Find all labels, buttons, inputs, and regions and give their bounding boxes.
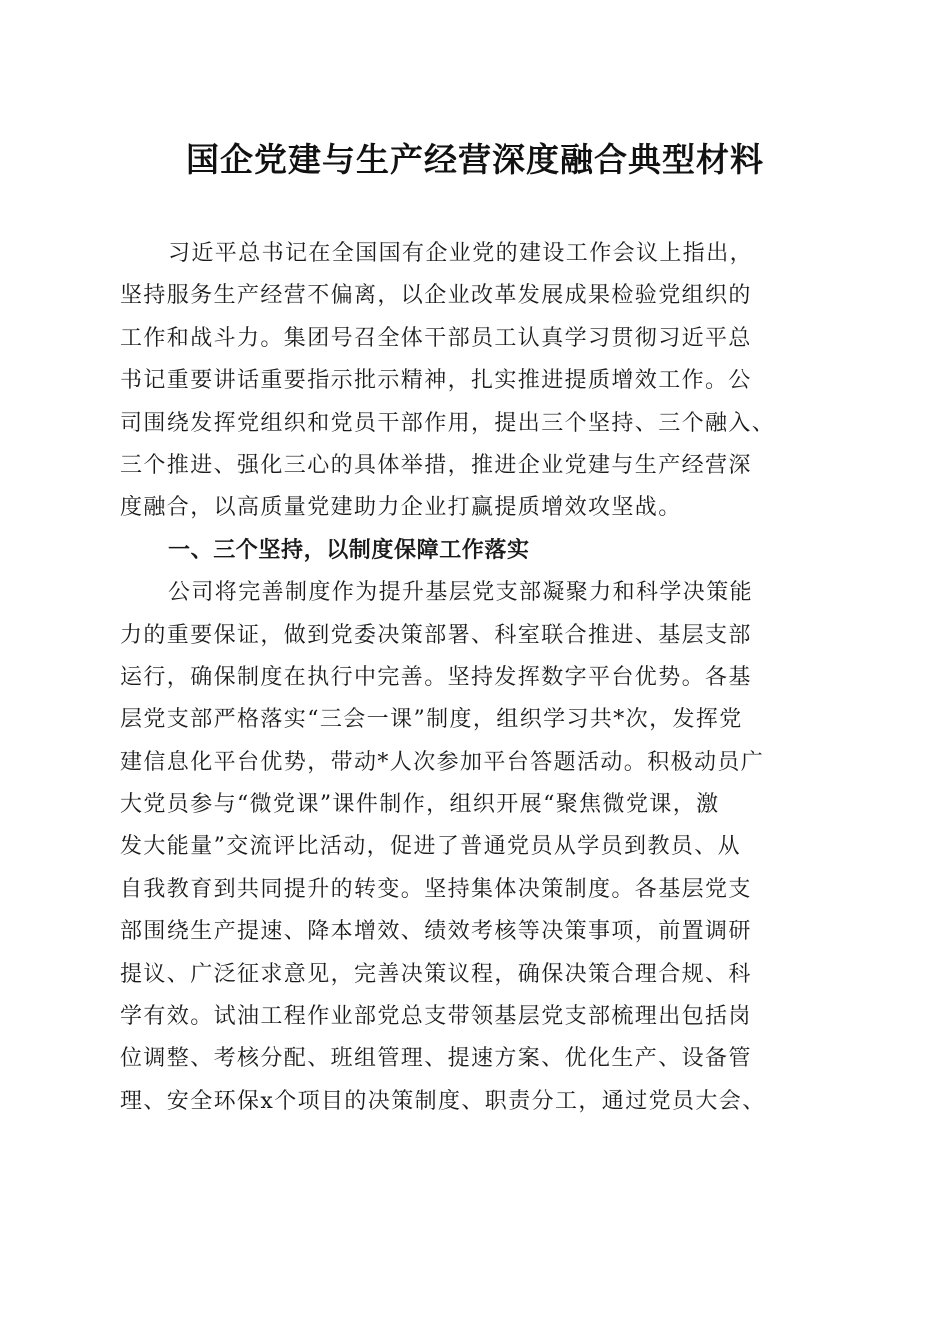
document-body [120, 233, 840, 1123]
paragraph-line: 层党支部严格落实“三会一课”制度，组织学习共*次，发挥党 [120, 707, 743, 733]
paragraph-line: 坚持服务生产经营不偏离，以企业改革发展成果检验党组织的 [120, 283, 752, 309]
paragraph-line: 大党员参与“微党课”课件制作，组织开展“聚焦微党课，激 [120, 792, 720, 818]
paragraph-line: 发大能量”交流评比活动，促进了普通党员从学员到教员、从 [120, 834, 742, 860]
paragraph-line: 习近平总书记在全国国有企业党的建设工作会议上指出， [168, 241, 754, 266]
paragraph-line: 建信息化平台优势，带动*人次参加平台答题活动。积极动员广 [120, 749, 765, 775]
paragraph-line: 度融合，以高质量党建助力企业打赢提质增效攻坚战。 [120, 495, 682, 521]
paragraph-line: 公司将完善制度作为提升基层党支部凝聚力和科学决策能 [168, 580, 754, 606]
paragraph-line: 司围绕发挥党组织和党员干部作用，提出三个坚持、三个融入、 [120, 410, 776, 436]
paragraph-line: 三个推进、强化三心的具体举措，推进企业党建与生产经营深 [120, 452, 752, 478]
paragraph-line: 部围绕生产提速、降本增效、绩效考核等决策事项，前置调研 [120, 919, 752, 945]
section-heading: 一、三个坚持，以制度保障工作落实 [168, 537, 530, 563]
paragraph-line: 提议、广泛征求意见，完善决策议程，确保决策合理合规、科 [120, 961, 752, 987]
paragraph-line: 理、安全环保x个项目的决策制度、职责分工，通过党员大会、 [120, 1088, 766, 1114]
paragraph-line: 力的重要保证，做到党委决策部署、科室联合推进、基层支部 [120, 622, 752, 648]
paragraph-line: 位调整、考核分配、班组管理、提速方案、优化生产、设备管 [120, 1046, 752, 1072]
paragraph-line: 运行，确保制度在执行中完善。坚持发挥数字平台优势。各基 [120, 664, 752, 690]
document-title: 国企党建与生产经营深度融合典型材料 [186, 140, 764, 179]
paragraph-line: 工作和战斗力。集团号召全体干部员工认真学习贯彻习近平总 [120, 325, 752, 351]
paragraph-line: 书记重要讲话重要指示批示精神，扎实推进提质增效工作。公 [120, 368, 752, 394]
paragraph-line: 自我教育到共同提升的转变。坚持集体决策制度。各基层党支 [120, 876, 752, 902]
paragraph-line: 学有效。试油工程作业部党总支带领基层党支部梳理出包括岗 [120, 1004, 752, 1030]
